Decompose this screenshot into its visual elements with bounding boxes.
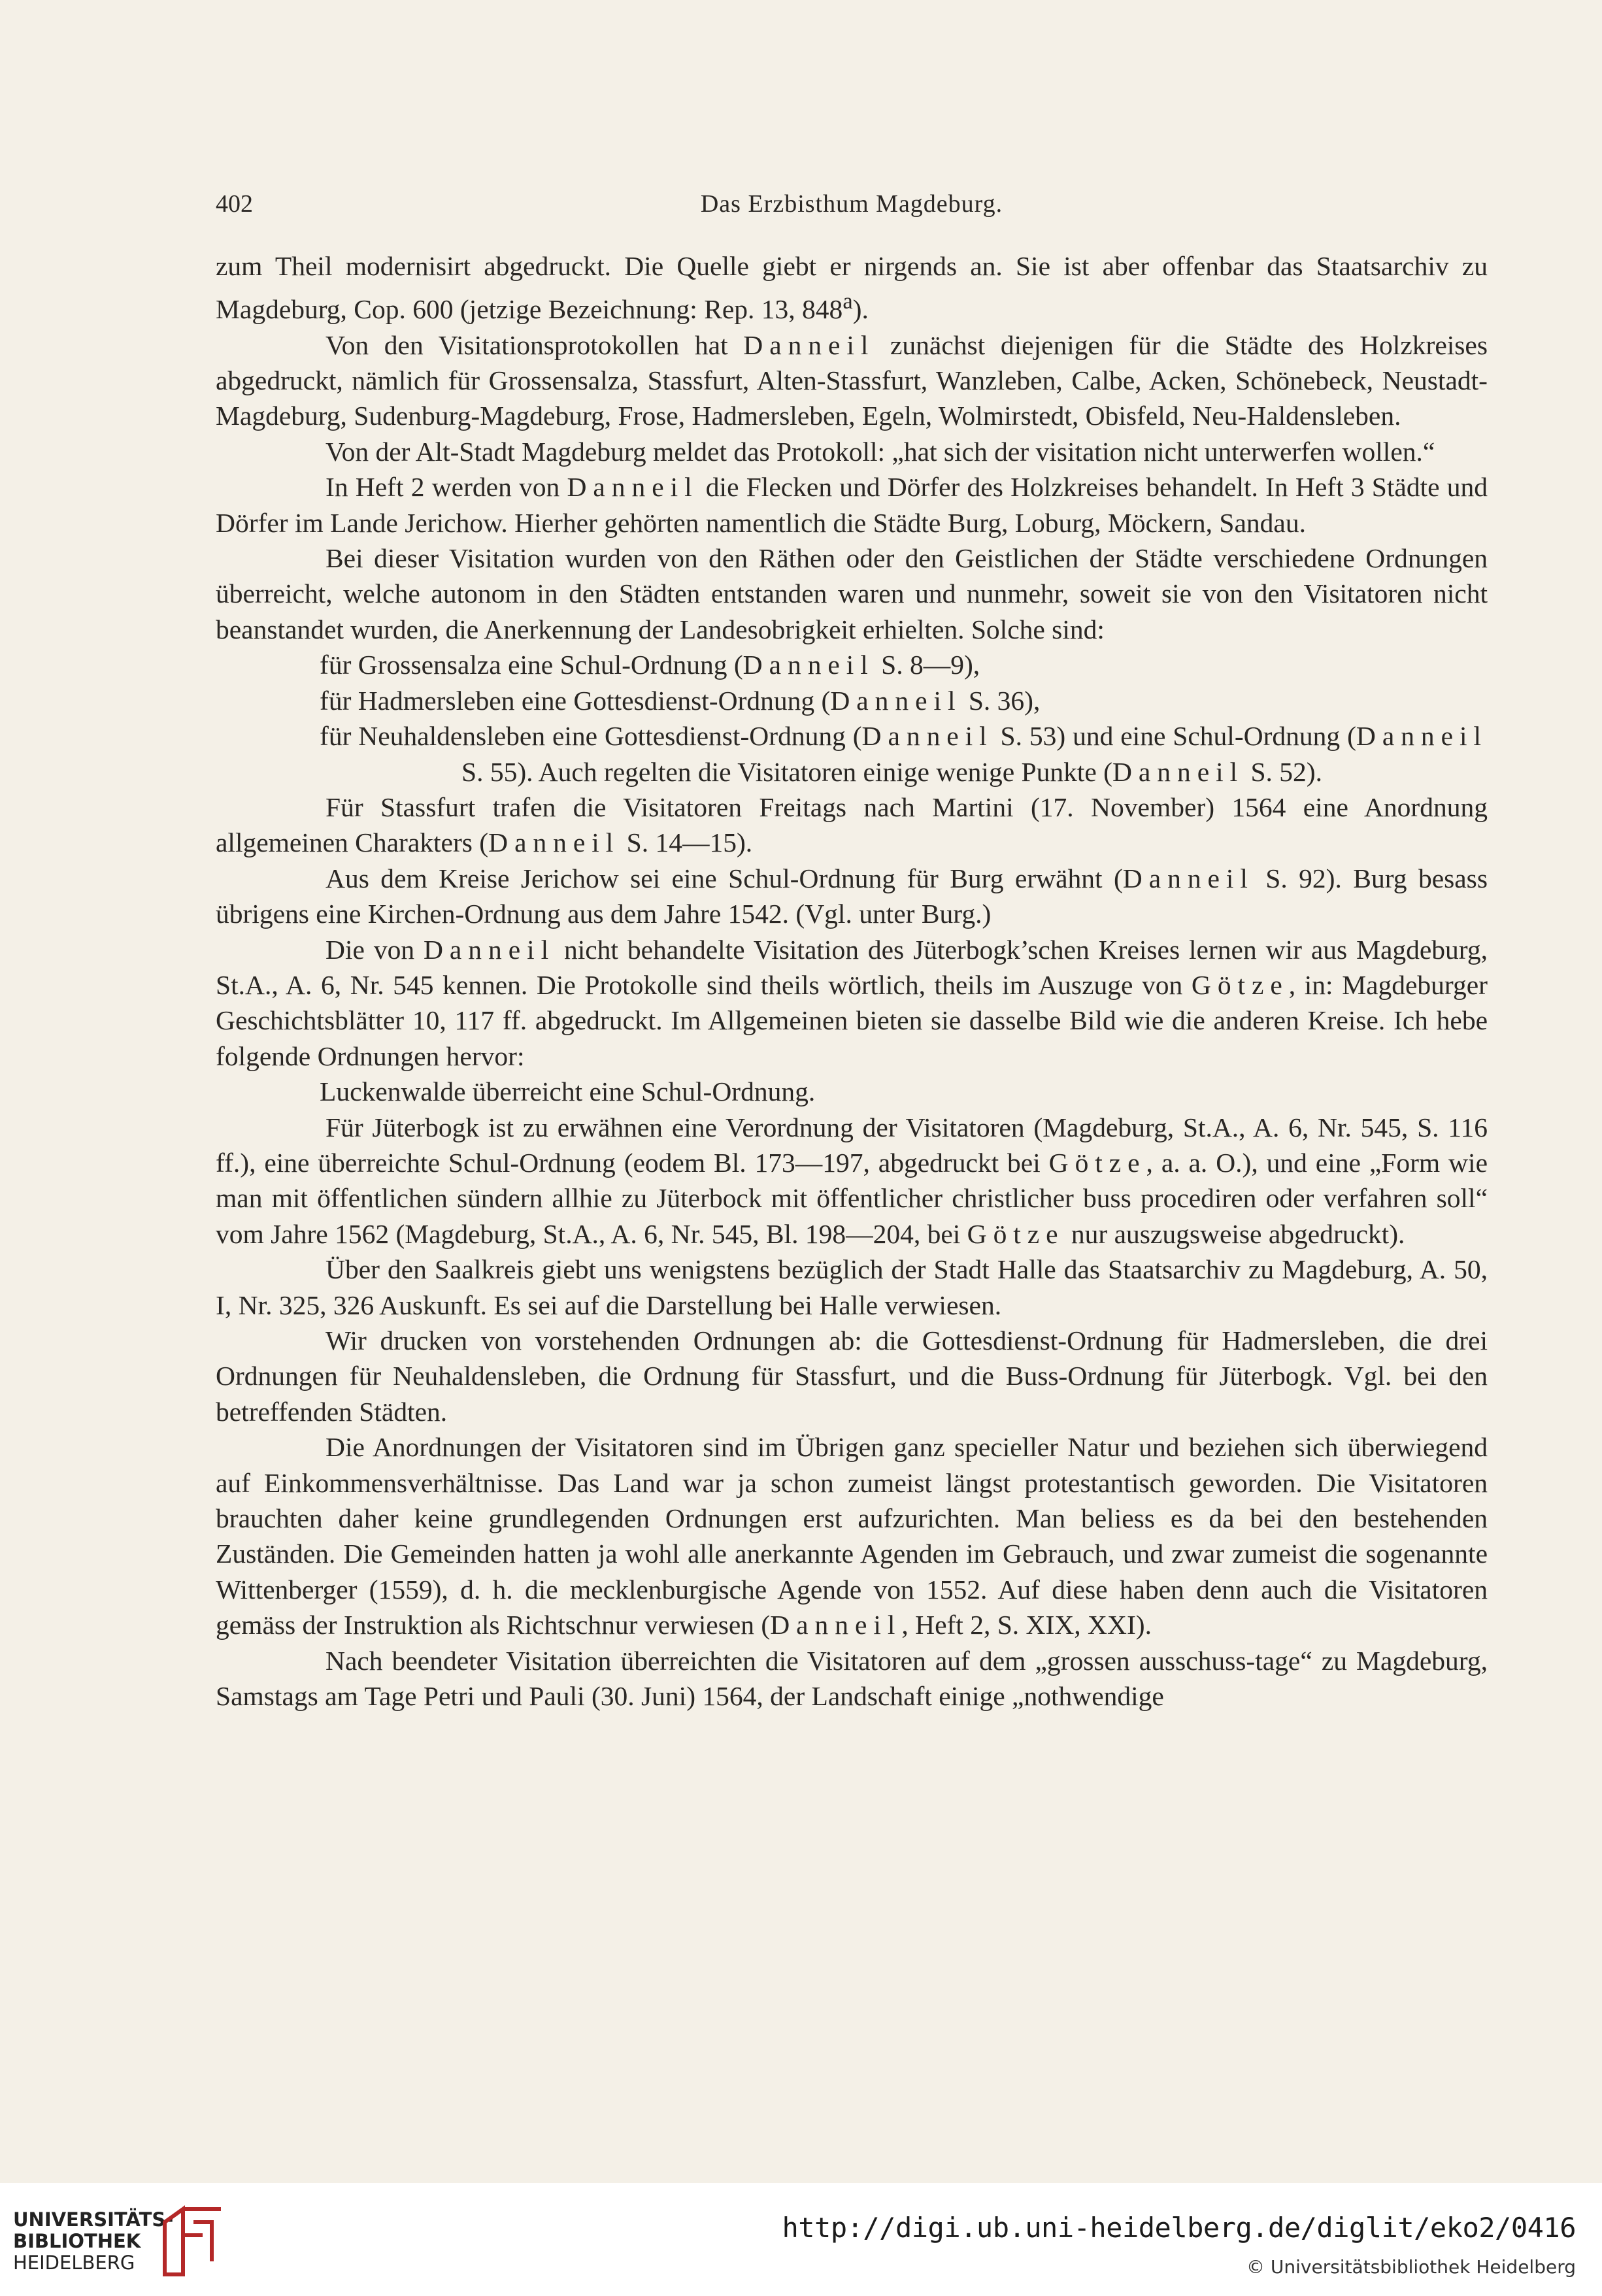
paragraph-1: zum Theil modernisirt abgedruckt. Die Quelle giebt er nirgends an. Sie ist aber offenbar das Staatsarchiv zu Magdeburg, Cop. 600 (jetzige Bezeichnung: Rep. 13, 848$^a$). (216, 251, 1488, 325)
author-name: Götze (1048, 1147, 1146, 1178)
author-name: Danneil (488, 827, 620, 858)
author-name: Götze (1191, 969, 1289, 1000)
author-name: Götze (967, 1218, 1065, 1249)
list-item: für Neuhaldensleben eine Gottesdienst-Ordnung (Danneil S. 53) und eine Schul-Ordnung (Danneil S. 55). Auch regelten die Visitatoren einige wenige Punkte (Danneil S. 52). (320, 721, 1488, 787)
library-footer (0, 2183, 1602, 2296)
superscript: a (843, 289, 853, 314)
library-logo-icon (157, 2203, 229, 2281)
author-name: Danneil (743, 329, 875, 360)
running-title: Das Erzbisthum Magdeburg. (700, 190, 1003, 218)
page-number: 402 (216, 190, 253, 218)
paragraph-10: Über den Saalkreis giebt uns wenigstens bezüglich der Stadt Halle das Staatsarchiv zu Magdeburg, A. 50, I, Nr. 325, 326 Auskunft. Es sei auf die Darstellung bei Halle verwiesen. (216, 1254, 1488, 1320)
logo-line: BIBLIOTHEK (13, 2230, 141, 2252)
author-name: Danneil (1112, 756, 1244, 787)
paragraph-6: Für Stassfurt trafen die Visitatoren Freitags nach Martini (17. November) 1564 eine Anordnung allgemeinen Charakters (Danneil S. 14—15). (216, 791, 1488, 858)
library-logo-text (13, 2209, 173, 2274)
list-item: für Hadmersleben eine Gottesdienst-Ordnung (Danneil S. 36), (320, 685, 1041, 716)
paragraph-8: Die von Danneil nicht behandelte Visitation des Jüterbogk’schen Kreises lernen wir aus Magdeburg, St.A., A. 6, Nr. 545 kennen. Die Protokolle sind theils wörtlich, theils im Auszuge von Götze, in: Magdeburger Geschichtsblätter 10, 117 ff. abgedruckt. Im Allgemeinen bieten sie dasselbe Bild wie die anderen Kreise. Ich hebe folgende Ordnungen hervor: (216, 934, 1488, 1071)
logo-line: UNIVERSITÄTS- (13, 2208, 174, 2231)
running-header (216, 190, 1488, 229)
paragraph-9: Für Jüterbogk ist zu erwähnen eine Verordnung der Visitatoren (Magdeburg, St.A., A. 6, Nr. 545, S. 116 ff.), eine überreichte Schul-Ordnung (eodem Bl. 173—197, abgedruckt bei Götze, a. a. O.), und eine „Form wie man mit öffentlichen sündern allhie zu Jüterbock mit öffentlicher christlicher buss procediren oder verfahren soll“ vom Jahre 1562 (Magdeburg, St.A., A. 6, Nr. 545, Bl. 198—204, bei Götze nur auszugsweise abgedruckt). (216, 1112, 1488, 1249)
paragraph-13: Nach beendeter Visitation überreichten die Visitatoren auf dem „grossen ausschuss-tage“ zu Magdeburg, Samstags am Tage Petri und Pauli (30. Juni) 1564, der Landschaft einige „nothwendige (216, 1645, 1488, 1712)
author-name: Danneil (567, 472, 699, 503)
paragraph-2: Von den Visitationsprotokollen hat Danneil zunächst diejenigen für die Städte des Holzkreises abgedruckt, nämlich für Grossensalza, Stassfurt, Alten-Stassfurt, Wanzleben, Calbe, Acken, Schönebeck, Neustadt-Magdeburg, Sudenburg-Magdeburg, Frose, Hadmersleben, Egeln, Wolmirstedt, Obisfeld, Neu-Haldensleben. (216, 329, 1488, 431)
paragraph-4: In Heft 2 werden von Danneil die Flecken und Dörfer des Holzkreises behandelt. In Heft 3 Städte und Dörfer im Lande Jerichow. Hierher gehörten namentlich die Städte Burg, Loburg, Möckern, Sandau. (216, 472, 1488, 538)
author-name: Danneil (743, 650, 875, 680)
paragraph-5: Bei dieser Visitation wurden von den Räthen oder den Geistlichen der Städte verschiedene Ordnungen überreicht, welche autonom in den Städten entstanden waren und nunmehr, soweit sie von den Visitatoren nicht beanstandet wurden, die Anerkennung der Landesobrigkeit erhielten. Solche sind: (216, 543, 1488, 644)
logo-line: HEIDELBERG (13, 2252, 135, 2274)
source-url[interactable]: http://digi.ub.uni-heidelberg.de/diglit/eko2/0416 (782, 2212, 1576, 2244)
body-text (216, 248, 1488, 1714)
list-item: für Grossensalza eine Schul-Ordnung (Danneil S. 8—9), (320, 650, 980, 680)
author-name: Danneil (830, 685, 962, 716)
copyright-notice: © Universitätsbibliothek Heidelberg (1246, 2256, 1576, 2278)
author-name: Danneil (1356, 721, 1488, 752)
paragraph-3: Von der Alt-Stadt Magdeburg meldet das Protokoll: „hat sich der visitation nicht unterwerfen wollen.“ (325, 436, 1435, 467)
author-name: Danneil (423, 934, 556, 965)
paragraph-7: Aus dem Kreise Jerichow sei eine Schul-Ordnung für Burg erwähnt (Danneil S. 92). Burg besass übrigens eine Kirchen-Ordnung aus dem Jahre 1542. (Vgl. unter Burg.) (216, 863, 1488, 929)
paragraph-11: Wir drucken von vorstehenden Ordnungen ab: die Gottesdienst-Ordnung für Hadmersleben, die drei Ordnungen für Neuhaldensleben, die Ordnung für Stassfurt, und die Buss-Ordnung für Jüterbogk. Vgl. bei den betreffenden Städten. (216, 1325, 1488, 1427)
author-name: Danneil (861, 721, 993, 752)
author-name: Danneil (1122, 863, 1254, 893)
paragraph-12: Die Anordnungen der Visitatoren sind im Übrigen ganz specieller Natur und beziehen sich überwiegend auf Einkommensverhältnisse. Das Land war ja schon zumeist längst protestantisch geworden. Die Visitatoren brauchten daher keine grundlegenden Ordnungen erst aufzurichten. Man beliess es da bei den bestehenden Zuständen. Die Gemeinden hatten ja wohl alle anerkannte Agenden im Gebrauch, und zwar zumeist die sogenannte Wittenberger (1559), d. h. die mecklenburgische Agende von 1552. Auf diese haben denn auch die Visitatoren gemäss der Instruktion als Richtschnur verwiesen (Danneil, Heft 2, S. XIX, XXI). (216, 1432, 1488, 1640)
author-name: Danneil (770, 1610, 902, 1640)
list-item: Luckenwalde überreicht eine Schul-Ordnung. (320, 1076, 816, 1107)
